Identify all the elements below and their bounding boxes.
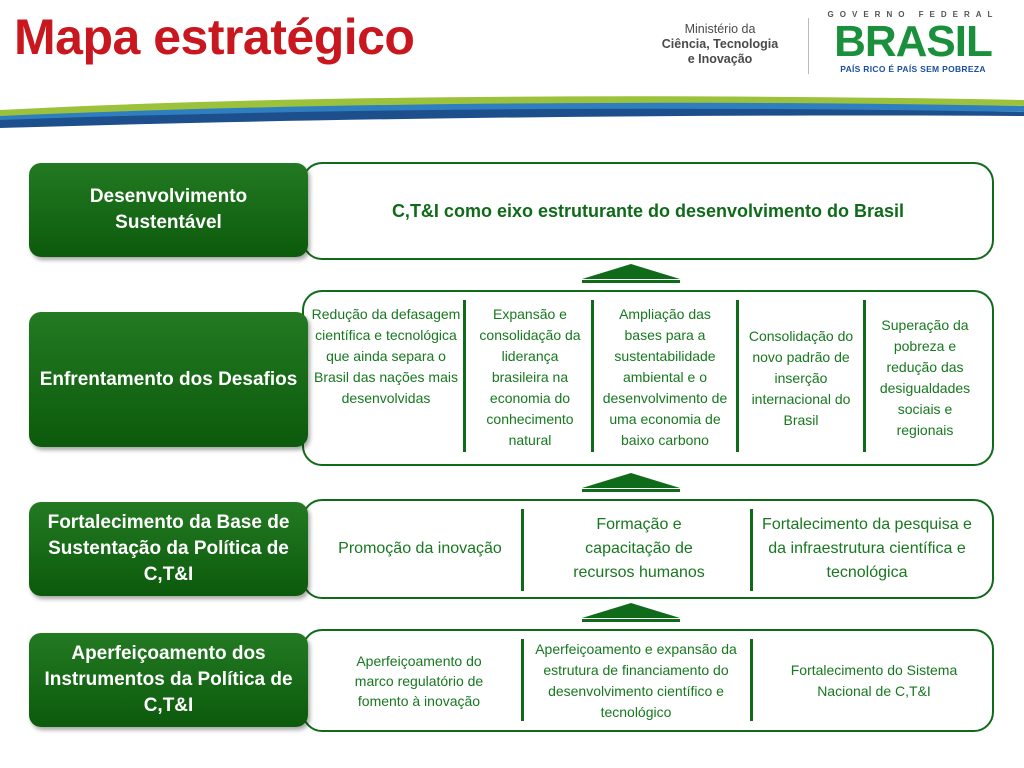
- column-divider: [863, 300, 866, 452]
- gov-logo-brasil-text: BRASIL: [834, 17, 992, 66]
- column-divider: [463, 300, 466, 452]
- base-cell: Fortalecimento da pesquisa e da infraestrutura científica e tecnológica: [762, 516, 972, 581]
- challenge-cell: Consolidação do novo padrão de inserção internacional do Brasil: [748, 327, 854, 428]
- gov-logo-top-text: GOVERNO FEDERAL: [827, 10, 999, 19]
- page-title: Mapa estratégico: [14, 9, 415, 65]
- row-label-fortalecimento-da-base: Fortalecimento da Base de Sustentação da Política de C,T&I: [29, 502, 308, 596]
- base-cell: Promoção da inovação: [338, 540, 502, 557]
- instrument-cell: Fortalecimento do Sistema Nacional de C,T&I: [790, 661, 958, 699]
- up-arrow-3: [582, 603, 680, 623]
- challenge-cell: Superação da pobreza e redução das desigualdades sociais e regionais: [879, 317, 971, 438]
- challenge-cell: Ampliação das bases para a sustentabilidade ambiental e o desenvolvimento de uma economia de baixo carbono: [602, 306, 728, 448]
- row-label-desenvolvimento-sustentavel: Desenvolvimento Sustentável: [29, 163, 308, 257]
- row-box-aperfeicoamento-dos-instrumentos: [302, 629, 994, 732]
- gov-logo-slogan: PAÍS RICO É PAÍS SEM POBREZA: [840, 64, 986, 74]
- row-label-aperfeicoamento-dos-instrumentos: Aperfeiçoamento dos Instrumentos da Política de C,T&I: [29, 633, 308, 727]
- column-divider: [750, 509, 753, 591]
- logo-separator: [808, 18, 809, 74]
- column-divider: [521, 639, 524, 721]
- base-cell: Formação e capacitação de recursos humanos: [573, 516, 705, 581]
- ministry-line-3: e Inovação: [687, 52, 753, 66]
- ministry-line-1: Ministério da: [684, 22, 756, 36]
- instrument-cell: Aperfeiçoamento e expansão da estrutura de financiamento do desenvolvimento científico e tecnológico: [535, 640, 737, 720]
- row-box-enfrentamento-dos-desafios: [302, 290, 994, 466]
- column-divider: [591, 300, 594, 452]
- row-label-enfrentamento-dos-desafios: Enfrentamento dos Desafios: [29, 312, 308, 447]
- instrument-cell: Aperfeiçoamento do marco regulatório de fomento à inovação: [354, 652, 484, 709]
- challenge-cell: Redução da defasagem científica e tecnológica que ainda separa o Brasil das nações mais desenvolvidas: [311, 306, 461, 406]
- governo-federal-logo: [818, 10, 1010, 74]
- ministry-line-2: Ciência, Tecnologia: [661, 37, 779, 51]
- challenge-cell: Expansão e consolidação da liderança brasileira na economia do conhecimento natural: [479, 306, 581, 448]
- header-swoosh-decoration: [0, 92, 1024, 132]
- up-arrow-2: [582, 473, 680, 493]
- column-divider: [750, 639, 753, 721]
- ministry-logo: [640, 22, 800, 67]
- row-box-desenvolvimento-sustentavel: [302, 162, 994, 260]
- row-box-fortalecimento-da-base: [302, 499, 994, 599]
- up-arrow-1: [582, 264, 680, 284]
- column-divider: [521, 509, 524, 591]
- column-divider: [736, 300, 739, 452]
- objective-cell: C,T&I como eixo estruturante do desenvolvimento do Brasil: [391, 200, 905, 221]
